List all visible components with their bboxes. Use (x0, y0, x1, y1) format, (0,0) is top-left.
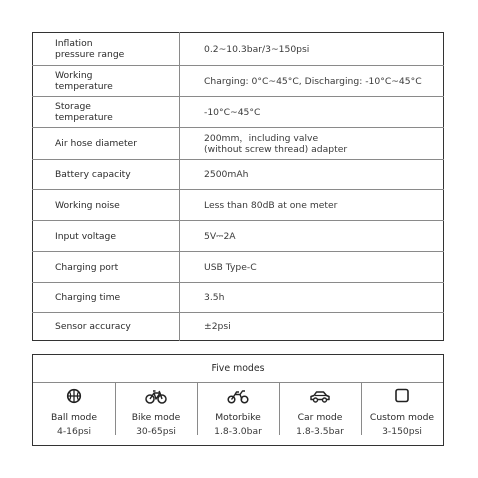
mode-ball (33, 382, 115, 445)
spec-row (33, 190, 444, 221)
mode-range: 1.8-3.5bar (296, 426, 344, 437)
mode-range: 3-150psi (382, 426, 422, 437)
spec-label: Charging port (33, 252, 180, 283)
car-icon (309, 388, 331, 404)
spec-value: 0.2~10.3bar/3~150psi (180, 33, 444, 66)
custom-icon (391, 388, 413, 404)
spec-value: -10°C~45°C (180, 97, 444, 128)
mode-custom (361, 382, 443, 445)
modes-title: Five modes (33, 355, 443, 383)
spec-value: 200mm，including valve (without screw thread) adapter (180, 128, 444, 160)
mode-range: 4-16psi (56, 426, 92, 437)
mode-range: 30-65psi (136, 426, 176, 437)
mode-bike (115, 382, 197, 445)
mode-name: Ball mode (50, 412, 97, 423)
spec-label: Working noise (33, 190, 180, 221)
spec-value: ±2psi (204, 321, 231, 332)
modes-row (33, 382, 443, 445)
mode-name: Bike mode (131, 412, 181, 423)
mode-motorbike (197, 382, 279, 445)
spec-row (33, 252, 444, 283)
spec-row (33, 283, 444, 313)
spec-value: 3.5h (180, 283, 444, 313)
spec-row (33, 160, 444, 190)
spec-label: Storage temperature (33, 97, 180, 128)
mode-name: Custom mode (369, 412, 435, 423)
mode-name: Car mode (297, 412, 343, 423)
spec-label: Inflation pressure range (33, 33, 180, 66)
spec-label: Sensor accuracy (33, 313, 180, 341)
spec-value: Less than 80dB at one meter (180, 190, 444, 221)
spec-row (33, 313, 444, 341)
mode-range: 1.8-3.0bar (214, 426, 262, 437)
spec-label: Working temperature (33, 66, 180, 97)
spec-row (33, 97, 444, 128)
spec-label: Battery capacity (33, 160, 180, 190)
motorbike-icon (227, 388, 249, 404)
spec-label: Air hose diameter (33, 128, 180, 160)
ball-icon (63, 388, 85, 404)
spec-row (33, 33, 444, 66)
spec-row (33, 128, 444, 160)
spec-value: 5V⎓2A (180, 221, 444, 252)
bike-icon (145, 388, 167, 404)
mode-name: Motorbike (215, 412, 261, 423)
spec-row (33, 66, 444, 97)
spec-value: USB Type-C (180, 252, 444, 283)
spec-row (33, 221, 444, 252)
mode-car (279, 382, 361, 445)
spec-label: Charging time (33, 283, 180, 313)
spec-value: 2500mAh (180, 160, 444, 190)
spec-label: Input voltage (33, 221, 180, 252)
spec-value: Charging: 0°C~45°C, Discharging: -10°C~45°C (180, 66, 444, 97)
spec-table (32, 32, 444, 341)
modes-panel (32, 354, 444, 446)
